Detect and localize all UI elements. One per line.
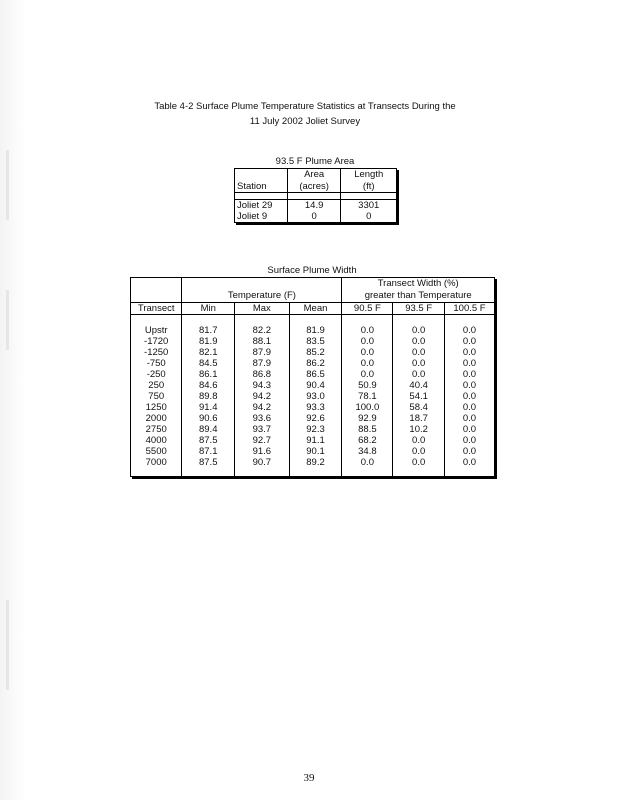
min-cell: 81.7 (182, 325, 235, 336)
mean-cell: 93.3 (289, 402, 342, 413)
table-row (131, 336, 495, 347)
width-90-cell: 0.0 (342, 325, 393, 336)
min-cell: 84.6 (182, 380, 235, 391)
width-93-cell: 0.0 (393, 347, 445, 358)
table-row (131, 369, 495, 380)
max-cell: 87.9 (235, 347, 290, 358)
area-header-row-1 (235, 169, 397, 181)
table-row (131, 325, 495, 336)
min-cell: 87.5 (182, 457, 235, 468)
title-line-1: Table 4-2 Surface Plume Temperature Statistics at Transects During the (154, 101, 456, 112)
max-cell: 93.6 (235, 413, 290, 424)
width-100-cell: 0.0 (462, 446, 477, 457)
table-row (131, 457, 495, 468)
mean-cell: 91.1 (289, 435, 342, 446)
transect-cell: 1250 (131, 402, 182, 413)
max-cell: 91.6 (235, 446, 290, 457)
max-header: Max (235, 303, 290, 315)
width-100-cell: 0.0 (462, 457, 477, 468)
transect-cell: -250 (131, 369, 182, 380)
area-row (235, 200, 397, 212)
table-row (131, 358, 495, 369)
min-cell: 90.6 (182, 413, 235, 424)
width-100-cell: 0.0 (462, 336, 477, 347)
width-100-cell: 0.0 (462, 435, 477, 446)
plume-area-table (234, 168, 397, 223)
width-93-cell: 0.0 (393, 446, 445, 457)
width-90-cell: 0.0 (342, 336, 393, 347)
width-93-cell: 0.0 (393, 358, 445, 369)
width-93-cell: 18.7 (393, 413, 445, 424)
mean-cell: 90.4 (289, 380, 342, 391)
transect-cell: -1250 (131, 347, 182, 358)
width-100-cell: 0.0 (462, 358, 477, 369)
width-100-cell: 0.0 (462, 402, 477, 413)
transect-header: Transect (131, 303, 182, 315)
min-cell: 84.5 (182, 358, 235, 369)
width-90-cell: 100.0 (342, 402, 393, 413)
transect-cell: 750 (131, 391, 182, 402)
greater-than-header: greater than Temperature (364, 290, 472, 301)
min-cell: 89.8 (182, 391, 235, 402)
width-100-cell: 0.0 (462, 369, 477, 380)
min-cell: 82.1 (182, 347, 235, 358)
transect-cell: 2750 (131, 424, 182, 435)
plume-width-caption: Surface Plume Width (267, 265, 357, 276)
area-cell: 14.9 (287, 200, 341, 212)
min-cell: 81.9 (182, 336, 235, 347)
width-90-cell: 0.0 (342, 358, 393, 369)
t1-header: 90.5 F (342, 303, 393, 315)
min-cell: 87.5 (182, 435, 235, 446)
width-90-cell: 0.0 (342, 347, 393, 358)
transect-cell: 250 (131, 380, 182, 391)
temperature-header: Temperature (F) (182, 289, 342, 303)
title-line-2: 11 July 2002 Joliet Survey (249, 116, 361, 127)
mean-cell: 83.5 (289, 336, 342, 347)
width-100-cell: 0.0 (462, 391, 477, 402)
table-row (131, 402, 495, 413)
t2-header: 93.5 F (393, 303, 445, 315)
transect-width-header: Transect Width (%) (377, 278, 459, 289)
width-93-cell: 0.0 (393, 325, 445, 336)
mean-cell: 92.6 (289, 413, 342, 424)
width-100-cell: 0.0 (462, 347, 477, 358)
width-100-cell: 0.0 (462, 413, 477, 424)
table-row (131, 413, 495, 424)
transect-cell: 5500 (131, 446, 182, 457)
width-93-cell: 10.2 (393, 424, 445, 435)
width-90-cell: 78.1 (342, 391, 393, 402)
mean-cell: 92.3 (289, 424, 342, 435)
width-90-cell: 92.9 (342, 413, 393, 424)
plume-width-table (130, 277, 495, 477)
width-100-cell: 0.0 (462, 424, 477, 435)
transect-cell: -750 (131, 358, 182, 369)
width-93-cell: 54.1 (393, 391, 445, 402)
width-93-cell: 0.0 (393, 336, 445, 347)
area-cell: 0 (287, 211, 341, 223)
table-row (131, 380, 495, 391)
transect-cell: -1720 (131, 336, 182, 347)
mean-cell: 81.9 (289, 325, 342, 336)
width-90-cell: 50.9 (342, 380, 393, 391)
max-cell: 82.2 (235, 325, 290, 336)
min-cell: 91.4 (182, 402, 235, 413)
binding-shadow (0, 0, 26, 800)
width-100-cell: 0.0 (462, 325, 477, 336)
mean-cell: 86.5 (289, 369, 342, 380)
table-row (131, 435, 495, 446)
min-cell: 87.1 (182, 446, 235, 457)
width-93-cell: 40.4 (393, 380, 445, 391)
transect-cell: 7000 (131, 457, 182, 468)
t3-header: 100.5 F (444, 303, 494, 315)
width-90-cell: 68.2 (342, 435, 393, 446)
area-header-row-2 (235, 180, 397, 193)
width-90-cell: 34.8 (342, 446, 393, 457)
width-93-cell: 0.0 (393, 457, 445, 468)
area-unit: (acres) (287, 180, 341, 193)
mean-header: Mean (289, 303, 342, 315)
station-header: Station (235, 180, 288, 193)
area-header: Area (287, 169, 341, 181)
max-cell: 88.1 (235, 336, 290, 347)
table-row (131, 446, 495, 457)
mean-cell: 90.1 (289, 446, 342, 457)
width-93-cell: 0.0 (393, 435, 445, 446)
table-row (131, 347, 495, 358)
width-93-cell: 58.4 (393, 402, 445, 413)
table-row (131, 391, 495, 402)
min-cell: 86.1 (182, 369, 235, 380)
area-row (235, 211, 397, 223)
mean-cell: 86.2 (289, 358, 342, 369)
width-100-cell: 0.0 (462, 380, 477, 391)
mean-cell: 85.2 (289, 347, 342, 358)
width-header-row-1 (131, 278, 495, 290)
transect-cell: Upstr (131, 325, 182, 336)
width-93-cell: 0.0 (393, 369, 445, 380)
mean-cell: 93.0 (289, 391, 342, 402)
page-title (60, 99, 550, 129)
width-90-cell: 0.0 (342, 457, 393, 468)
width-90-cell: 0.0 (342, 369, 393, 380)
min-cell: 89.4 (182, 424, 235, 435)
plume-area-caption: 93.5 F Plume Area (275, 156, 355, 167)
station-cell: Joliet 9 (235, 211, 288, 223)
max-cell: 94.2 (235, 402, 290, 413)
width-90-cell: 88.5 (342, 424, 393, 435)
width-header-row-3 (131, 303, 495, 315)
length-header: Length (354, 169, 384, 180)
max-cell: 90.7 (235, 457, 290, 468)
max-cell: 94.3 (235, 380, 290, 391)
mean-cell: 89.2 (289, 457, 342, 468)
max-cell: 86.8 (235, 369, 290, 380)
length-unit: (ft) (341, 180, 397, 193)
max-cell: 94.2 (235, 391, 290, 402)
table-row (131, 424, 495, 435)
max-cell: 87.9 (235, 358, 290, 369)
page-number: 39 (303, 772, 315, 784)
max-cell: 92.7 (235, 435, 290, 446)
min-header: Min (182, 303, 235, 315)
station-cell: Joliet 29 (235, 200, 288, 212)
length-cell: 3301 (358, 200, 380, 211)
max-cell: 93.7 (235, 424, 290, 435)
transect-cell: 2000 (131, 413, 182, 424)
length-cell: 0 (366, 211, 372, 222)
transect-cell: 4000 (131, 435, 182, 446)
width-header-row-2 (131, 289, 495, 303)
